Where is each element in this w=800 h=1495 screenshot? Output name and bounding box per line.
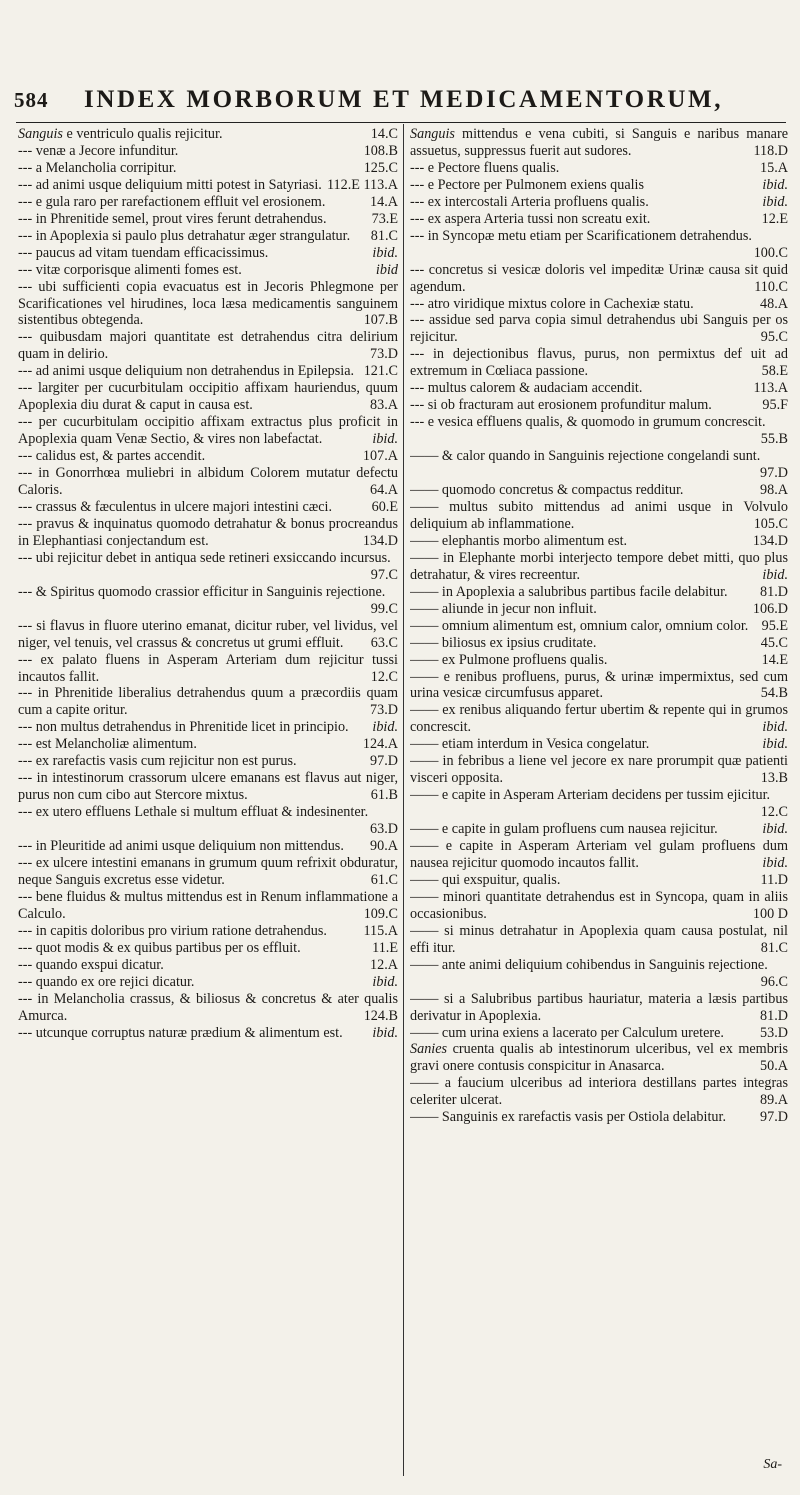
entry-page-reference: 14.C: [370, 126, 398, 142]
entry-text: --- venæ a Jecore infunditur.: [18, 142, 179, 159]
entry-page-reference: 90.A: [370, 838, 398, 855]
entry-text: —— ex Pulmone profluens qualis.: [410, 651, 608, 668]
entry-page-reference: 98.A: [760, 482, 788, 499]
entry-text: cruenta qualis ab intestinorum ulceribus, vel ex membris gravi onere contusis conspicitur in Anasarca.: [410, 1041, 788, 1075]
entry-page-reference: 15.A: [760, 159, 788, 176]
entry-headword: Sanies: [410, 1041, 448, 1058]
entry-page-reference: 125.C: [363, 159, 398, 176]
entry-page-reference: 110.C: [754, 278, 788, 295]
entry-page-reference: 63.C: [370, 634, 398, 651]
entry-page-reference: ibid: [375, 261, 398, 278]
index-entry: [410, 228, 788, 262]
index-entry: [410, 923, 788, 957]
entry-page-reference: ibid.: [762, 719, 788, 736]
index-entry: [410, 702, 788, 736]
entry-page-reference: 64.A: [370, 482, 398, 499]
entry-text: —— in Elephante morbi interjecto tempore debet mitti, quo plus detrahatur, & vires recreentur.: [410, 549, 788, 583]
entry-page-reference: ibid.: [372, 431, 398, 448]
entry-page-reference: 97.D: [760, 1109, 788, 1126]
entry-text: --- quot modis & ex quibus partibus per os effluit.: [18, 939, 301, 956]
entry-page-reference: ibid.: [762, 736, 788, 753]
entry-text: --- non multus detrahendus in Phrenitide licet in principio.: [18, 719, 349, 736]
index-entry: [410, 957, 788, 991]
index-entry: [410, 296, 788, 313]
entry-page-reference: 97.D: [370, 753, 398, 770]
entry-text: --- e gula raro per rarefactionem effluit vel erosionem.: [18, 193, 326, 210]
entry-page-reference: 95.E: [761, 617, 788, 634]
entry-page-reference: 89.A: [760, 1092, 788, 1109]
index-entry: [18, 126, 398, 143]
index-entry: [410, 194, 788, 211]
entry-text: mittendus e vena cubiti, si Sanguis e naribus manare assuetus, suppressus fuerit aut sudores.: [410, 126, 788, 159]
entry-page-reference: 108.B: [363, 142, 398, 159]
index-entry: [410, 211, 788, 228]
entry-text: --- ex aspera Arteria tussi non screatu exit.: [410, 210, 651, 227]
index-entry: [18, 1025, 398, 1042]
entry-page-reference: 97.D: [760, 465, 788, 482]
entry-text: —— e renibus profluens, purus, & urinæ impermixtus, sed cum urina vesicæ circumfusus apparet.: [410, 668, 788, 702]
page-number: 584: [14, 88, 49, 112]
entry-page-reference: 106.D: [752, 600, 788, 617]
entry-page-reference: 100 D: [752, 905, 788, 922]
index-entry: [18, 499, 398, 516]
entry-text: —— si a Salubribus partibus hauriatur, materia a læsis partibus derivatur in Apoplexia.: [410, 990, 788, 1024]
entry-text: --- in Gonorrhœa muliebri in albidum Colorem mutatur defectu Caloris.: [18, 465, 398, 499]
entry-page-reference: 115.A: [363, 922, 398, 939]
entry-text: —— a faucium ulceribus ad interiora destillans partes integras celeriter ulcerat.: [410, 1075, 788, 1109]
index-entry: [18, 974, 398, 991]
index-entry: [18, 719, 398, 736]
running-title: INDEX MORBORUM ET MEDICAMENTORUM,: [84, 86, 724, 113]
entry-text: —— Sanguinis ex rarefactis vasis per Ostiola delabitur.: [410, 1109, 726, 1126]
index-entry: [410, 872, 788, 889]
entry-text: --- ex intercostali Arteria profluens qualis.: [410, 193, 649, 210]
entry-text: --- multus calorem & audaciam accendit.: [410, 380, 643, 397]
entry-text: —— quomodo concretus & compactus redditur.: [410, 482, 684, 499]
index-entry: [410, 1109, 788, 1126]
entry-text: —— e capite in Asperam Arteriam vel gulam profluens dum nausea rejicitur quomodo incautos fallit.: [410, 838, 788, 871]
entry-page-reference: 55.B: [760, 431, 788, 448]
entry-text: —— biliosus ex ipsius cruditate.: [410, 634, 597, 651]
entry-page-reference: 121.C: [363, 363, 398, 380]
index-entry: [18, 143, 398, 160]
entry-page-reference: 73.E: [371, 210, 398, 227]
entry-page-reference: 124.B: [363, 1007, 398, 1024]
index-entry: [18, 804, 398, 838]
entry-text: --- atro viridique mixtus colore in Cachexiæ statu.: [410, 295, 694, 312]
entry-page-reference: ibid.: [762, 854, 788, 871]
index-entry: [18, 448, 398, 465]
entry-page-reference: 97.C: [370, 566, 398, 583]
index-entry: [18, 940, 398, 957]
entry-page-reference: ibid.: [372, 973, 398, 990]
entry-page-reference: ibid.: [372, 1024, 398, 1041]
entry-text: --- paucus ad vitam tuendam efficacissimus.: [18, 244, 269, 261]
entry-text: --- ad animi usque deliquium mitti potest in Satyriasi.: [18, 176, 322, 193]
index-entry: [18, 329, 398, 363]
entry-text: --- quando exspui dicatur.: [18, 956, 164, 973]
index-entry: [410, 533, 788, 550]
index-entry: [410, 550, 788, 584]
index-entry: [18, 838, 398, 855]
index-entry: [18, 991, 398, 1025]
index-entry: [410, 160, 788, 177]
entry-text: --- a Melancholia corripitur.: [18, 159, 177, 176]
entry-text: --- ex utero effluens Lethale si multum effluat & indesinenter.: [18, 804, 369, 821]
entry-text: --- per cucurbitulam occipitio affixam extractus plus proficit in Apoplexia quam Venæ Sectio, & vires non labefactat.: [18, 414, 398, 448]
entry-text: --- crassus & fæculentus in ulcere majori intestini cæci.: [18, 498, 333, 515]
entry-text: --- pravus & inquinatus quomodo detrahatur & bonus procreandus in Elephantiasi conjectandum est.: [18, 515, 398, 549]
index-entry: [18, 652, 398, 686]
entry-page-reference: 63.D: [370, 821, 398, 838]
entry-text: —— e capite in gulam profluens cum nausea rejicitur.: [410, 821, 718, 838]
index-entry: [18, 279, 398, 330]
index-entry: [410, 753, 788, 787]
column-divider: [403, 124, 404, 1476]
entry-page-reference: ibid.: [762, 821, 788, 838]
index-entry: [410, 397, 788, 414]
index-entry: [410, 177, 788, 194]
entry-text: —— e capite in Asperam Arteriam decidens per tussim ejicitur.: [410, 787, 771, 804]
index-entry: [410, 126, 788, 160]
entry-page-reference: 107.B: [363, 312, 398, 329]
index-entry: [18, 363, 398, 380]
index-entry: [410, 669, 788, 703]
entry-text: --- & Spiritus quomodo crassior efficitur in Sanguinis rejectione.: [18, 583, 386, 600]
entry-page-reference: 60.E: [371, 498, 398, 515]
index-entry: [410, 1025, 788, 1042]
entry-text: —— cum urina exiens a lacerato per Calculum uretere.: [410, 1024, 724, 1041]
index-entry: [410, 482, 788, 499]
entry-text: --- utcunque corruptus naturæ prædium & alimentum est.: [18, 1024, 343, 1041]
entry-page-reference: 48.A: [760, 295, 788, 312]
entry-page-reference: 134.D: [752, 532, 788, 549]
entry-page-reference: 100.C: [753, 244, 788, 261]
entry-text: --- assidue sed parva copia simul detrahendus ubi Sanguis per os rejicitur.: [410, 312, 788, 346]
entry-text: --- ex ulcere intestini emanans in grumum quum refrixit obduratur, neque Sanguis excretus esse videtur.: [18, 854, 398, 888]
entry-text: --- ex palato fluens in Asperam Arteriam dum rejicitur tussi incautos fallit.: [18, 651, 398, 685]
entry-page-reference: 14.A: [370, 193, 398, 210]
index-entry: [18, 618, 398, 652]
entry-text: —— qui exspuitur, qualis.: [410, 871, 561, 888]
entry-text: --- e Pectore fluens qualis.: [410, 159, 560, 176]
index-entry: [18, 923, 398, 940]
index-entry: [18, 380, 398, 414]
index-entry: [18, 889, 398, 923]
entry-text: --- in intestinorum crassorum ulcere emanans est flavus aut niger, purus non cum cibo aut Stercore mixtus.: [18, 770, 398, 804]
index-entry: [18, 770, 398, 804]
entry-page-reference: 81.C: [370, 227, 398, 244]
index-entry: [410, 889, 788, 923]
entry-text: —— & calor quando in Sanguinis rejectione congelandi sunt.: [410, 448, 761, 465]
index-entry: [18, 736, 398, 753]
entry-text: —— in Apoplexia a salubribus partibus facile delabitur.: [410, 583, 728, 600]
entry-text: --- calidus est, & partes accendit.: [18, 448, 206, 465]
index-entry: [410, 380, 788, 397]
entry-page-reference: 81.D: [760, 1007, 788, 1024]
entry-text: --- ad animi usque deliquium non detrahendus in Epilepsia.: [18, 363, 355, 380]
entry-text: —— si minus detrahatur in Apoplexia quam causa postulat, nil effi itur.: [410, 922, 788, 956]
index-entry: [18, 211, 398, 228]
left-column: [18, 126, 398, 1482]
index-entry: [410, 838, 788, 872]
entry-text: —— elephantis morbo alimentum est.: [410, 532, 628, 549]
entry-text: --- ex rarefactis vasis cum rejicitur non est purus.: [18, 753, 297, 770]
entry-page-reference: 12.C: [760, 804, 788, 821]
index-entry: [18, 245, 398, 262]
entry-page-reference: 73.D: [370, 346, 398, 363]
entry-text: --- in Pleuritide ad animi usque deliquium non mittendus.: [18, 838, 344, 855]
entry-text: --- e vesica effluens qualis, & quomodo in grumum concrescit.: [410, 414, 766, 431]
entry-text: --- est Melancholiæ alimentum.: [18, 736, 197, 753]
entry-page-reference: 83.A: [370, 397, 398, 414]
entry-page-reference: 124.A: [362, 736, 398, 753]
entry-page-reference: 50.A: [760, 1058, 788, 1075]
index-entry: [410, 736, 788, 753]
index-entry: [18, 160, 398, 177]
entry-text: --- bene fluidus & multus mittendus est in Renum inflammatione a Calculo.: [18, 888, 398, 922]
index-entry: [410, 991, 788, 1025]
index-entry: [18, 957, 398, 974]
entry-page-reference: 109.C: [363, 905, 398, 922]
index-entry: [410, 499, 788, 533]
entry-page-reference: 112.E 113.A: [326, 176, 398, 193]
entry-text: e ventriculo qualis rejicitur.: [62, 126, 223, 142]
entry-page-reference: 61.C: [370, 871, 398, 888]
entry-text: --- in Phrenitide semel, prout vires ferunt detrahendus.: [18, 210, 327, 227]
entry-text: --- ubi rejicitur debet in antiqua sede retineri exsiccando incursus.: [18, 549, 391, 566]
entry-text: —— ex renibus aliquando fertur ubertim & repente qui in grumos concrescit.: [410, 702, 788, 736]
index-entry: [410, 312, 788, 346]
index-entry: [18, 753, 398, 770]
entry-page-reference: 11.D: [760, 871, 788, 888]
index-entry: [18, 228, 398, 245]
index-entry: [18, 194, 398, 211]
entry-text: --- in Phrenitide liberalius detrahendus quum a præcordiis quam cum a capite oritur.: [18, 685, 398, 719]
index-entry: [18, 584, 398, 618]
entry-text: —— aliunde in jecur non influit.: [410, 600, 597, 617]
entry-text: —— etiam interdum in Vesica congelatur.: [410, 736, 650, 753]
entry-page-reference: 99.C: [370, 600, 398, 617]
index-entry: [410, 821, 788, 838]
entry-page-reference: ibid.: [372, 719, 398, 736]
index-entry: [18, 550, 398, 584]
entry-page-reference: 58.E: [761, 363, 788, 380]
entry-text: --- in Syncopæ metu etiam per Scarificationem detrahendus.: [410, 227, 752, 244]
entry-page-reference: ibid.: [762, 566, 788, 583]
entry-text: --- in capitis doloribus pro virium ratione detrahendus.: [18, 922, 327, 939]
index-entry: [18, 465, 398, 499]
index-entry: [410, 635, 788, 652]
entry-page-reference: 96.C: [760, 973, 788, 990]
entry-page-reference: 95.C: [760, 329, 788, 346]
entry-text: —— in febribus a liene vel jecore ex nare prorumpit quæ patienti visceri opposita.: [410, 753, 788, 787]
entry-text: --- quando ex ore rejici dicatur.: [18, 973, 195, 990]
entry-text: --- si flavus in fluore uterino emanat, dicitur ruber, vel lividus, vel niger, vel tenuis, vel crassus & concretus ut grumi effluit.: [18, 617, 398, 651]
entry-text: —— multus subito mittendus ad animi usque in Volvulo deliquium ab inflammatione.: [410, 498, 788, 532]
entry-text: --- in dejectionibus flavus, purus, non permixtus def uit ad extremum in Cœliaca passione.: [410, 346, 788, 380]
entry-page-reference: 54.B: [760, 685, 788, 702]
entry-text: --- vitæ corporisque alimenti fomes est.: [18, 261, 242, 278]
index-entry: [410, 414, 788, 448]
index-entry: [410, 1075, 788, 1109]
index-entry: [410, 584, 788, 601]
index-entry: [410, 448, 788, 482]
entry-text: —— ante animi deliquium cohibendus in Sanguinis rejectione.: [410, 956, 768, 973]
entry-text: --- e Pectore per Pulmonem exiens qualis: [410, 176, 645, 193]
entry-page-reference: ibid.: [762, 176, 788, 193]
index-entry: [410, 618, 788, 635]
entry-page-reference: 105.C: [753, 515, 788, 532]
index-entry: [410, 601, 788, 618]
entry-page-reference: 12.E: [761, 210, 788, 227]
entry-page-reference: 12.A: [370, 956, 398, 973]
entry-text: --- si ob fracturam aut erosionem profunditur malum.: [410, 397, 712, 414]
index-entry: [18, 685, 398, 719]
entry-page-reference: 61.B: [370, 787, 398, 804]
entry-page-reference: 113.A: [753, 380, 788, 397]
entry-page-reference: 134.D: [362, 532, 398, 549]
index-entry: [410, 787, 788, 821]
entry-page-reference: 118.D: [753, 142, 788, 159]
index-entry: [410, 652, 788, 669]
entry-text: --- in Melancholia crassus, & biliosus & concretus & ater qualis Amurca.: [18, 990, 398, 1024]
page-header: [14, 86, 786, 122]
entry-page-reference: 13.B: [760, 770, 788, 787]
entry-page-reference: 11.E: [372, 939, 398, 956]
entry-headword: Sanguis: [410, 126, 455, 142]
entry-page-reference: 95.F: [762, 397, 788, 414]
index-entry: [410, 346, 788, 380]
index-entry: [18, 177, 398, 194]
index-entry: [410, 1041, 788, 1075]
entry-text: —— minori quantitate detrahendus est in Syncopa, quam in aliis occasionibus.: [410, 888, 788, 922]
index-entry: [18, 262, 398, 279]
entry-text: --- concretus si vesicæ doloris vel impeditæ Urinæ causa sit quid agendum.: [410, 261, 788, 295]
entry-text: —— omnium alimentum est, omnium calor, omnium color.: [410, 617, 749, 634]
index-entry: [410, 262, 788, 296]
entry-page-reference: 73.D: [370, 702, 398, 719]
entry-text: --- largiter per cucurbitulam occipitio affixam hauriendus, quum Apoplexia diu durat & caput in causa est.: [18, 380, 398, 414]
catchword: Sa-: [763, 1457, 782, 1472]
index-entry: [18, 414, 398, 448]
entry-text: --- in Apoplexia si paulo plus detrahatur æger strangulatur.: [18, 227, 351, 244]
entry-page-reference: 81.C: [760, 939, 788, 956]
entry-page-reference: 107.A: [362, 448, 398, 465]
entry-text: --- quibusdam majori quantitate est detrahendus citra delirium quam in delirio.: [18, 329, 398, 363]
right-column: [410, 126, 788, 1482]
index-entry: [18, 516, 398, 550]
entry-page-reference: 81.D: [760, 583, 788, 600]
header-rule: [16, 122, 786, 123]
entry-page-reference: 12.C: [370, 668, 398, 685]
entry-headword: Sanguis: [18, 126, 63, 142]
entry-page-reference: 53.D: [760, 1024, 788, 1041]
entry-page-reference: ibid.: [762, 193, 788, 210]
index-entry: [18, 855, 398, 889]
entry-page-reference: 14.E: [761, 651, 788, 668]
entry-text: --- ubi sufficienti copia evacuatus est in Jecoris Phlegmone per Scarificationes vel hirudines, loca læsa medicamentis sanguinem sistentibus obtegenda.: [18, 278, 398, 329]
entry-page-reference: 45.C: [760, 634, 788, 651]
entry-page-reference: ibid.: [372, 244, 398, 261]
